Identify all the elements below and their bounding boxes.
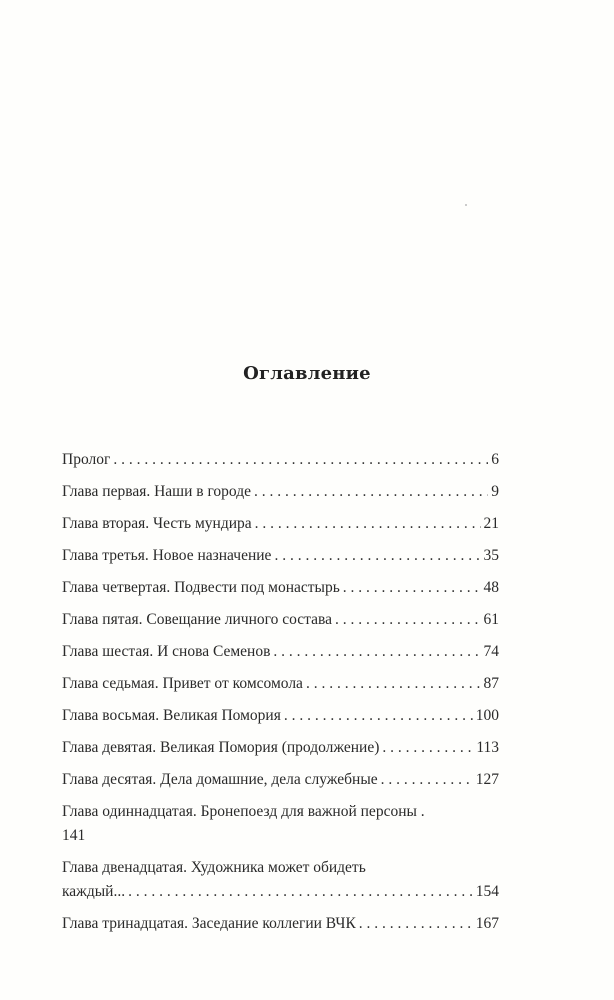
dot-leader [382, 736, 473, 760]
dot-leader [273, 640, 480, 664]
toc-entry-title: Глава шестая. И снова Семенов [62, 643, 271, 660]
toc-entry-page: 141 [62, 827, 86, 844]
toc-entry-title: Глава первая. Наши в городе [62, 483, 251, 500]
toc-entry-page: 9 [491, 483, 499, 500]
toc-entry-chapter-5[interactable] [62, 608, 499, 632]
toc-entry-title: Глава седьмая. Привет от комсомола [62, 675, 303, 692]
dot-leader [343, 576, 481, 600]
toc-entry-page: 113 [476, 739, 499, 756]
toc-entry-page: 6 [491, 451, 499, 468]
toc-entry-page: 167 [475, 915, 499, 932]
toc-entry-page: 74 [483, 643, 499, 660]
page-title: Оглавление [243, 363, 371, 384]
dot-leader [284, 704, 473, 728]
toc-entry-chapter-8[interactable] [62, 704, 499, 728]
toc-entry-page: 21 [483, 515, 499, 532]
dot-leader [255, 512, 481, 536]
toc-entry-page: 100 [475, 707, 499, 724]
dot-leader [359, 912, 473, 936]
toc-entry-title: Глава четвертая. Подвести под монастырь [62, 579, 340, 596]
toc-entry-chapter-13[interactable] [62, 912, 499, 936]
toc-entry-chapter-9[interactable] [62, 736, 499, 760]
toc-entry-title: Пролог [62, 451, 111, 468]
toc-entry-title: Глава десятая. Дела домашние, дела служебные [62, 771, 378, 788]
toc-entry-title: Глава тринадцатая. Заседание коллегии ВЧК [62, 915, 356, 932]
toc-entry-title-line-2: каждый... [62, 883, 126, 900]
toc-entry-title-line-1: Глава двенадцатая. Художника может обидеть [62, 859, 366, 876]
toc-entry-page: 61 [483, 611, 499, 628]
toc-entry-chapter-3[interactable] [62, 544, 499, 568]
toc-entry-title: Глава восьмая. Великая Помория [62, 707, 281, 724]
toc-entry-chapter-4[interactable] [62, 576, 499, 600]
paper-speck [465, 204, 467, 206]
toc-entry-page: 127 [475, 771, 499, 788]
dot-leader [335, 608, 481, 632]
toc-entry-title: Глава одиннадцатая. Бронепоезд для важной персоны . [62, 803, 425, 820]
toc-entry-chapter-2[interactable] [62, 512, 499, 536]
toc-entry-title: Глава девятая. Великая Помория (продолжение) [62, 739, 380, 756]
dot-leader [113, 448, 488, 472]
toc-entry-page: 48 [483, 579, 499, 596]
dot-leader [274, 544, 480, 568]
toc-entry-title: Глава вторая. Честь мундира [62, 515, 252, 532]
toc-entry-prologue[interactable] [62, 448, 499, 472]
toc-entry-chapter-11[interactable] [62, 800, 499, 848]
toc-entry-page: 154 [475, 883, 499, 900]
toc-entry-chapter-10[interactable] [62, 768, 499, 792]
dot-leader [306, 672, 481, 696]
dot-leader [254, 480, 488, 504]
dot-leader [128, 880, 473, 904]
toc-entry-chapter-12[interactable] [62, 856, 499, 904]
toc-entry-chapter-6[interactable] [62, 640, 499, 664]
toc-entry-chapter-7[interactable] [62, 672, 499, 696]
toc-entry-chapter-1[interactable] [62, 480, 499, 504]
table-of-contents [62, 448, 499, 944]
dot-leader [381, 768, 473, 792]
toc-entry-title: Глава пятая. Совещание личного состава [62, 611, 332, 628]
toc-entry-page: 87 [483, 675, 499, 692]
toc-entry-title: Глава третья. Новое назначение [62, 547, 272, 564]
toc-entry-page: 35 [483, 547, 499, 564]
